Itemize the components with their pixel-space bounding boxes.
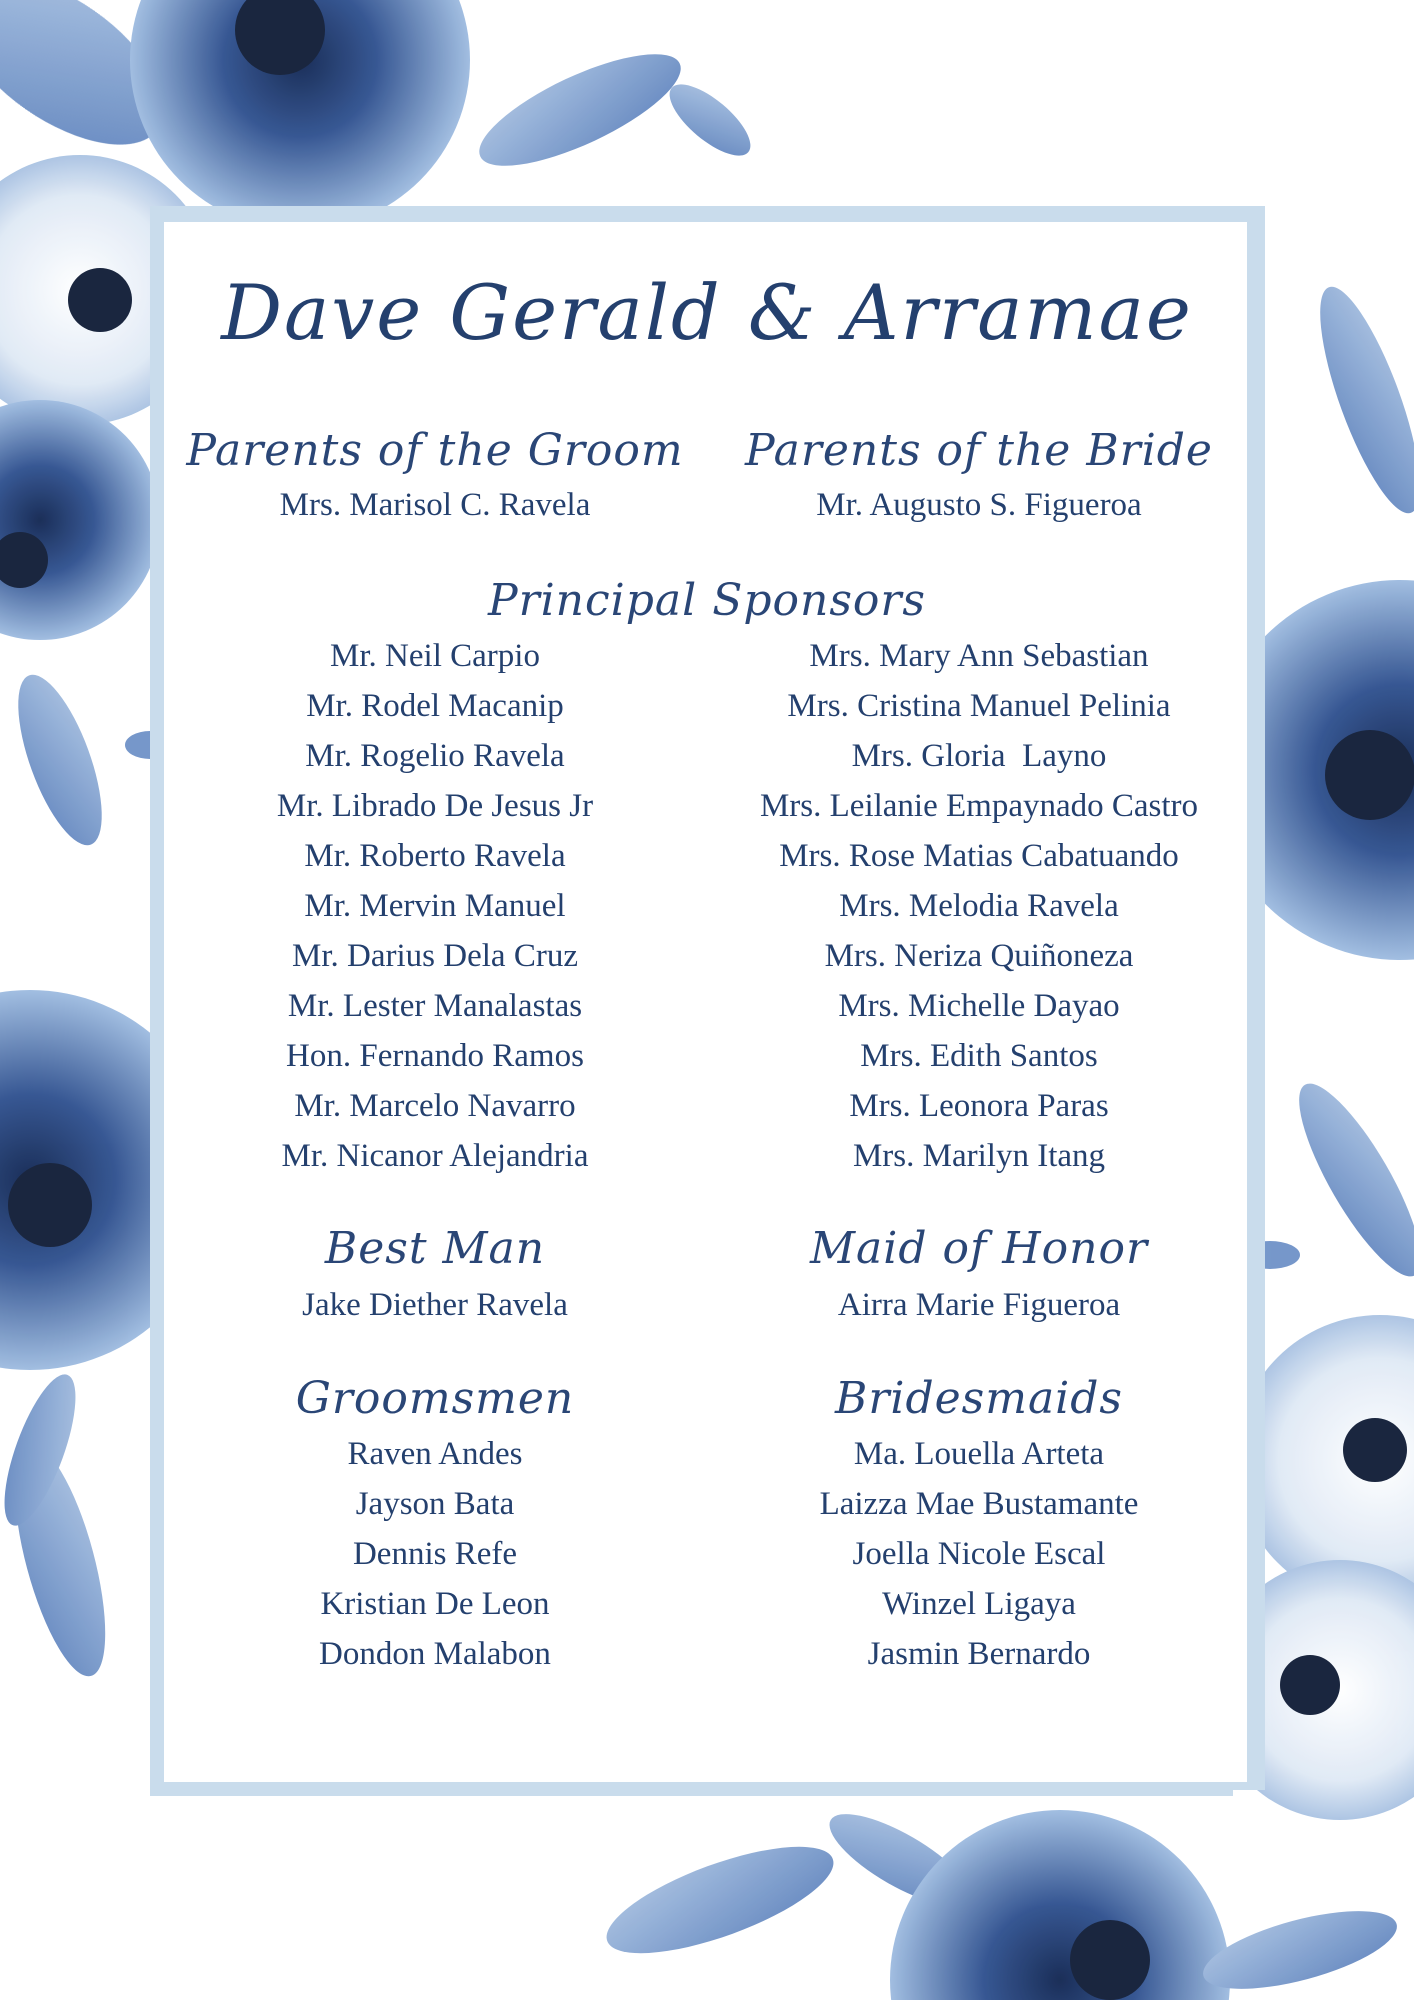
list-item: Jayson Bata (355, 1486, 515, 1522)
heading-parents-groom: Parents of the Groom (186, 425, 684, 476)
list-item: Mrs. Rose Matias Cabatuando (779, 838, 1179, 874)
list-item: Mrs. Marilyn Itang (852, 1138, 1106, 1174)
list-best-man (185, 1280, 685, 1330)
list-principal-sponsors-left (185, 631, 685, 1181)
list-item: Dondon Malabon (319, 1636, 551, 1672)
list-parents-bride (729, 480, 1229, 530)
flower-bottom (595, 1797, 1404, 2000)
list-item: Winzel Ligaya (882, 1586, 1076, 1622)
list-item: Mrs. Mary Ann Sebastian (809, 638, 1149, 674)
list-item: Jake Diether Ravela (302, 1287, 568, 1323)
list-item: Mr. Rodel Macanip (306, 688, 564, 724)
list-item: Mr. Marcelo Navarro (294, 1088, 576, 1124)
heading-bridesmaids: Bridesmaids (835, 1373, 1123, 1424)
list-principal-sponsors-right (729, 631, 1229, 1181)
list-item: Mrs. Neriza Quiñoneza (824, 938, 1134, 974)
list-maid-of-honor (729, 1280, 1229, 1330)
list-groomsmen (185, 1429, 685, 1679)
list-item: Mr. Nicanor Alejandria (281, 1138, 589, 1174)
list-item: Mrs. Edith Santos (860, 1038, 1098, 1074)
heading-maid-of-honor: Maid of Honor (810, 1223, 1148, 1274)
list-item: Mrs. Melodia Ravela (839, 888, 1119, 924)
list-item: Mr. Neil Carpio (330, 638, 540, 674)
list-item: Mr. Lester Manalastas (287, 988, 583, 1024)
heading-best-man: Best Man (324, 1223, 546, 1274)
list-parents-groom (185, 480, 685, 530)
list-item: Kristian De Leon (320, 1586, 550, 1622)
couple-title: Dave Gerald & Arramae (221, 268, 1193, 357)
list-item: Mrs. Michelle Dayao (838, 988, 1120, 1024)
list-item: Laizza Mae Bustamante (819, 1486, 1139, 1522)
list-item: Mr. Mervin Manuel (304, 888, 566, 924)
list-item: Mrs. Cristina Manuel Pelinia (787, 688, 1171, 724)
list-bridesmaids (729, 1429, 1229, 1679)
list-item: Mr. Roberto Ravela (304, 838, 566, 874)
list-item: Mr. Augusto S. Figueroa (816, 487, 1142, 523)
list-item: Mr. Rogelio Ravela (305, 738, 565, 774)
heading-principal-sponsors: Principal Sponsors (487, 575, 927, 626)
list-item: Mrs. Leilanie Empaynado Castro (759, 788, 1199, 824)
list-item: Mrs. Marisol C. Ravela (279, 487, 591, 523)
list-item: Ma. Louella Arteta (853, 1436, 1105, 1472)
heading-parents-bride: Parents of the Bride (745, 425, 1213, 476)
list-item: Airra Marie Figueroa (837, 1287, 1121, 1323)
list-item: Raven Andes (347, 1436, 523, 1472)
list-item: Mr. Librado De Jesus Jr (276, 788, 594, 824)
list-item: Mr. Darius Dela Cruz (292, 938, 578, 974)
list-item: Jasmin Bernardo (867, 1636, 1091, 1672)
list-item: Mrs. Leonora Paras (849, 1088, 1109, 1124)
list-item: Mrs. Gloria Layno (851, 738, 1107, 774)
list-item: Hon. Fernando Ramos (286, 1038, 584, 1074)
heading-groomsmen: Groomsmen (295, 1373, 575, 1424)
list-item: Joella Nicole Escal (852, 1536, 1106, 1572)
list-item: Dennis Refe (352, 1536, 518, 1572)
